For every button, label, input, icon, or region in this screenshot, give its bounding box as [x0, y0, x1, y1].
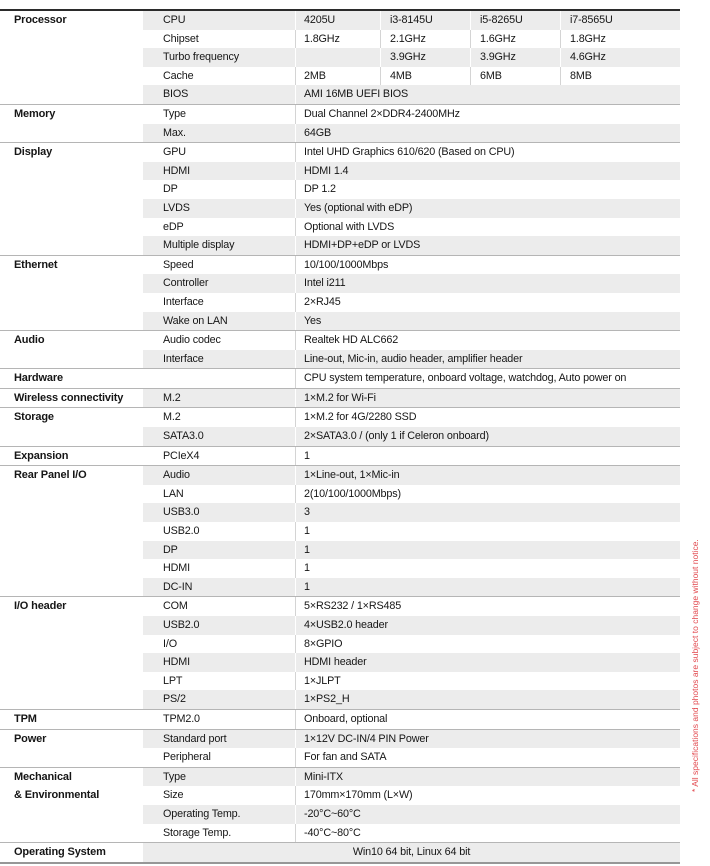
category-cell: [0, 30, 143, 49]
spec-value: For fan and SATA: [295, 748, 680, 767]
category-cell: [0, 218, 143, 237]
table-row: [0, 85, 680, 104]
spec-value: 170mm×170mm (L×W): [295, 786, 680, 805]
category-cell: [0, 690, 143, 709]
table-row: [0, 653, 680, 672]
spec-value: 1: [295, 578, 680, 597]
category-cell: [0, 653, 143, 672]
category-cell: & Environmental: [0, 786, 143, 805]
spec-value: 4MB: [380, 67, 470, 86]
table-row: [0, 293, 680, 312]
spec-label: CPU: [143, 11, 295, 30]
category-cell: [0, 616, 143, 635]
spec-value: AMI 16MB UEFI BIOS: [295, 85, 680, 104]
spec-value: Yes (optional with eDP): [295, 199, 680, 218]
spec-label: HDMI: [143, 653, 295, 672]
category-cell: [0, 236, 143, 255]
spec-value: HDMI header: [295, 653, 680, 672]
category-cell: [0, 67, 143, 86]
spec-value: 4.6GHz: [560, 48, 680, 67]
spec-value: Line-out, Mic-in, audio header, amplifier header: [295, 350, 680, 369]
spec-label: Chipset: [163, 32, 199, 45]
spec-value: i3-8145U: [380, 11, 470, 30]
spec-value: HDMI+DP+eDP or LVDS: [295, 236, 680, 255]
spec-label: LAN: [163, 487, 184, 500]
table-row: [0, 124, 680, 143]
category-cell: [0, 522, 143, 541]
spec-value: 1: [295, 559, 680, 578]
table-row: [0, 559, 680, 578]
spec-label: Max.: [143, 124, 295, 143]
category-cell: [0, 162, 143, 181]
spec-value: 8×GPIO: [295, 635, 680, 654]
spec-label: I/O: [163, 637, 177, 650]
spec-value: 1.8GHz: [560, 30, 680, 49]
spec-value: i5-8265U: [470, 11, 560, 30]
table-row: [0, 162, 680, 181]
spec-label: PCIeX4: [163, 449, 200, 462]
table-row: [0, 596, 680, 616]
table-row: [0, 672, 680, 691]
category-cell: [0, 124, 143, 143]
spec-label: LPT: [163, 674, 183, 687]
table-row: [0, 368, 680, 388]
spec-label: SATA3.0: [143, 427, 295, 446]
spec-value: 1×PS2_H: [295, 690, 680, 709]
table-row: [0, 30, 680, 49]
category-cell: [0, 672, 143, 691]
category-cell: [0, 312, 143, 331]
category-cell: Rear Panel I/O: [0, 466, 143, 485]
category-cell: [0, 824, 143, 843]
spec-label: Operating Temp.: [143, 805, 295, 824]
spec-value: 2MB: [295, 67, 380, 86]
table-row: [0, 824, 680, 843]
table-row: [0, 485, 680, 504]
spec-label: HDMI: [163, 562, 190, 575]
table-row: [0, 104, 680, 124]
table-row: [0, 465, 680, 485]
spec-label: Multiple display: [143, 236, 295, 255]
category-cell: Display: [0, 143, 143, 162]
spec-value: i7-8565U: [560, 11, 680, 30]
spec-label: DP: [163, 183, 178, 196]
spec-value: Intel UHD Graphics 610/620 (Based on CPU): [295, 143, 680, 162]
spec-value: 1×12V DC-IN/4 PIN Power: [295, 730, 680, 749]
spec-value: Optional with LVDS: [295, 218, 680, 237]
table-row: [0, 446, 680, 466]
spec-label: M.2: [163, 411, 181, 424]
spec-label: Storage Temp.: [163, 826, 232, 839]
spec-label: Size: [163, 789, 184, 802]
table-row: [0, 350, 680, 369]
table-row: [0, 255, 680, 275]
spec-value: 2(10/100/1000Mbps): [295, 485, 680, 504]
table-row: [0, 522, 680, 541]
spec-value: Intel i211: [295, 274, 680, 293]
spec-value: 10/100/1000Mbps: [295, 256, 680, 275]
spec-value: 8MB: [560, 67, 680, 86]
table-row: [0, 407, 680, 427]
spec-label: Controller: [143, 274, 295, 293]
spec-label: Type: [143, 768, 295, 787]
spec-value: Onboard, optional: [295, 710, 680, 729]
spec-label: Turbo frequency: [143, 48, 295, 67]
spec-value: 2×RJ45: [295, 293, 680, 312]
spec-value: 1.8GHz: [295, 30, 380, 49]
category-cell: [0, 274, 143, 293]
table-row: [0, 142, 680, 162]
category-cell: Ethernet: [0, 256, 143, 275]
spec-label: Audio codec: [163, 334, 221, 347]
category-cell: [0, 199, 143, 218]
category-cell: [0, 293, 143, 312]
spec-label: Standard port: [143, 730, 295, 749]
category-cell: Memory: [0, 105, 143, 124]
category-cell: [0, 350, 143, 369]
spec-label: DP: [143, 541, 295, 560]
table-row: [0, 709, 680, 729]
spec-value: -40°C~80°C: [295, 824, 680, 843]
spec-label: GPU: [163, 146, 186, 159]
spec-label: USB3.0: [143, 503, 295, 522]
category-cell: [0, 541, 143, 560]
spec-value: 5×RS232 / 1×RS485: [295, 597, 680, 616]
category-cell: Processor: [0, 11, 143, 30]
spec-label: COM: [163, 600, 188, 613]
spec-label: Interface: [163, 295, 204, 308]
category-cell: [0, 748, 143, 767]
table-row: [0, 427, 680, 446]
spec-label: LVDS: [143, 199, 295, 218]
category-cell: Expansion: [0, 447, 143, 466]
spec-label: [143, 369, 295, 388]
table-row: [0, 388, 680, 408]
table-row: [0, 218, 680, 237]
category-cell: [0, 559, 143, 578]
table-row: [0, 330, 680, 350]
category-cell: [0, 180, 143, 199]
spec-label: Cache: [163, 69, 194, 82]
category-cell: [0, 578, 143, 597]
table-row: [0, 690, 680, 709]
spec-value: Dual Channel 2×DDR4-2400MHz: [295, 105, 680, 124]
spec-value: Win10 64 bit, Linux 64 bit: [143, 843, 680, 862]
table-row: [0, 48, 680, 67]
spec-value: 1: [295, 447, 680, 466]
spec-value: CPU system temperature, onboard voltage, watchdog, Auto power on: [295, 369, 680, 388]
category-cell: Audio: [0, 331, 143, 350]
category-cell: [0, 503, 143, 522]
table-row: [0, 729, 680, 749]
spec-value: HDMI 1.4: [295, 162, 680, 181]
spec-value: 6MB: [470, 67, 560, 86]
spec-label: HDMI: [143, 162, 295, 181]
spec-value-columns: [295, 30, 680, 49]
spec-label: Speed: [163, 258, 194, 271]
table-row: [0, 199, 680, 218]
spec-value: [295, 48, 380, 67]
table-row: [0, 312, 680, 331]
table-row: [0, 541, 680, 560]
table-row: [0, 180, 680, 199]
spec-value: Yes: [295, 312, 680, 331]
spec-label: M.2: [143, 389, 295, 408]
table-row: [0, 842, 680, 862]
category-cell: TPM: [0, 710, 143, 729]
spec-value: 3: [295, 503, 680, 522]
spec-value: 1×M.2 for 4G/2280 SSD: [295, 408, 680, 427]
spec-label: TPM2.0: [163, 712, 200, 725]
spec-value: 64GB: [295, 124, 680, 143]
category-cell: [0, 85, 143, 104]
spec-label: Audio: [143, 466, 295, 485]
spec-label: BIOS: [143, 85, 295, 104]
spec-value: 3.9GHz: [470, 48, 560, 67]
category-cell: Power: [0, 730, 143, 749]
spec-value: 1: [295, 541, 680, 560]
category-cell: [0, 635, 143, 654]
category-cell: I/O header: [0, 597, 143, 616]
spec-label: USB2.0: [143, 616, 295, 635]
spec-value: 1.6GHz: [470, 30, 560, 49]
category-cell: Mechanical: [0, 768, 143, 787]
footnote-note: * All specifications and photos are subject to change without notice.: [690, 539, 700, 792]
table-row: [0, 67, 680, 86]
spec-value-columns: [295, 67, 680, 86]
spec-value: 1×Line-out, 1×Mic-in: [295, 466, 680, 485]
category-cell: [0, 48, 143, 67]
spec-value: 1×M.2 for Wi-Fi: [295, 389, 680, 408]
spec-label: Type: [163, 107, 186, 120]
table-row: [0, 635, 680, 654]
table-row: [0, 274, 680, 293]
table-row: [0, 11, 680, 30]
table-row: [0, 767, 680, 787]
table-row: [0, 748, 680, 767]
spec-value: 1×JLPT: [295, 672, 680, 691]
spec-value-columns: [295, 48, 680, 67]
category-cell: Wireless connectivity: [0, 389, 143, 408]
spec-label: Interface: [143, 350, 295, 369]
spec-label: DC-IN: [143, 578, 295, 597]
spec-label: Peripheral: [163, 751, 211, 764]
spec-value: 4205U: [295, 11, 380, 30]
category-cell: [0, 485, 143, 504]
spec-value: -20°C~60°C: [295, 805, 680, 824]
spec-value: 1: [295, 522, 680, 541]
spec-value: 2.1GHz: [380, 30, 470, 49]
spec-value-columns: [295, 11, 680, 30]
spec-label: Wake on LAN: [143, 312, 295, 331]
category-cell: Storage: [0, 408, 143, 427]
spec-label: eDP: [163, 220, 184, 233]
spec-value: Mini-ITX: [295, 768, 680, 787]
table-row: [0, 578, 680, 597]
spec-label: PS/2: [143, 690, 295, 709]
category-cell: [0, 805, 143, 824]
spec-value: 2×SATA3.0 / (only 1 if Celeron onboard): [295, 427, 680, 446]
spec-value: DP 1.2: [295, 180, 680, 199]
spec-value: 4×USB2.0 header: [295, 616, 680, 635]
category-cell: Operating System: [0, 843, 143, 862]
table-row: [0, 805, 680, 824]
spec-label: USB2.0: [163, 525, 200, 538]
spec-value: Realtek HD ALC662: [295, 331, 680, 350]
table-row: [0, 503, 680, 522]
table-row: [0, 236, 680, 255]
category-cell: Hardware: [0, 369, 143, 388]
category-cell: [0, 427, 143, 446]
table-row: [0, 616, 680, 635]
table-row: [0, 786, 680, 805]
spec-value: 3.9GHz: [380, 48, 470, 67]
spec-table: [0, 9, 680, 864]
